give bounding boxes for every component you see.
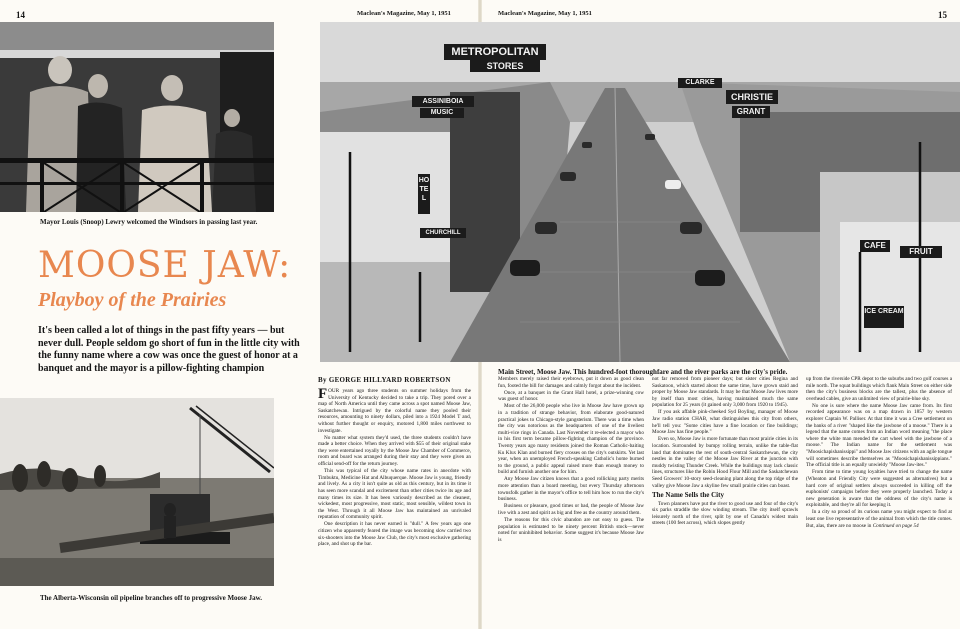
ice-cream-sign: ICE CREAM [864, 306, 904, 328]
clarke-sign: CLARKE [678, 78, 722, 88]
mayor-windsors-photo-drawing [0, 22, 274, 212]
article-column-3 [652, 376, 798, 624]
pipeline-photo [0, 398, 274, 586]
article-column-4 [806, 376, 952, 624]
right-running-header: Maclean's Magazine, May 1, 1951 [498, 10, 592, 17]
section-subhead: The Name Sells the City [652, 491, 724, 500]
column-2-paragraph: Once, at a banquet in the Grant Hall hotel, a prize-winning cow was guest of honor. [498, 389, 644, 403]
article-byline: By GEORGE HILLYARD ROBERTSON [318, 376, 451, 384]
column-3-paragraph: Even so, Moose Jaw is more fortunate than most prairie cities in its location. Surrounded by bumpy rolling terrain, unlike the table-flat land that dominates the rest of south-central Saskatchewan, the city nestles in the valley of the Moose Jaw River at the junction with muddy twisting Thunder Creek. While the buildings may lack classic lines, structures like the Robin Hood Flour Mill and the Saskatchewan Seed Growers' 10-story seed-cleaning plant along the top ridge of the valley give Moose Jaw a skyline few small prairie cities can boast. [652, 436, 798, 489]
article-column-1 [318, 388, 471, 624]
fruit-sign: FRUIT [900, 246, 942, 258]
column-3-paragraph: not far removed from pioneer days; but sister cities Regina and Saskatoon, which started about the same time, have grown staid and proper by Moose Jaw standards. It may be that Moose Jaw lives more by itself than most cities, having maintained much the same population for 25 years (it gained only 3,000 from 1920 to 1945). [652, 376, 798, 409]
column-1-lead-text: OUR years ago three students on summer holidays from the University of Kentucky decided to take a trip. They pored over a map of North America until they came across a spot named Moose Jaw, Saskatchewan. Intrigued by the colorful name they pooled their resources, amounting to ninety dollars, piled into a 1924 Model T and, without further thought or enquiry, motored 1,800 miles northwest to investigate. [318, 388, 471, 434]
column-2-paragraph: Business or pleasure, good times or bad, the people of Moose Jaw live with a zest and spirit as big and free as the country around them. [498, 503, 644, 516]
column-4-final-text: In a city so proud of its curious name you might expect to find at least one live representative of the animal from which the title comes. But, alas, there are no moose in [806, 509, 952, 529]
mayor-windsors-photo [0, 22, 274, 212]
column-1-paragraph: One description it has never earned is "dull." A few years ago one citizen who apparently feared the image was becoming slow carried two six-shooters into the Moose Jaw Club, the city's most exclusive gathering place, and shot up the bar. [318, 521, 471, 548]
main-street-photo [320, 22, 960, 362]
assiniboia-sign: ASSINIBOIA [412, 96, 474, 107]
article-subtitle: Playboy of the Prairies [38, 289, 227, 311]
column-4-paragraph [806, 509, 952, 529]
continued-link[interactable]: Continued on page 54 [872, 522, 919, 529]
column-4-paragraph: up from the riverside CPR depot to the suburbs and two golf courses a mile north. The squat buildings which flank Main Street on either side then the city's business blocks are the tallest, plus the absence of overhead cables, give an unlimited view of prairie-blue sky. [806, 376, 952, 402]
column-1-paragraph: No matter what system they'd used, the three students couldn't have made a better choice. When they arrived with $55 of their original stake they were entertained royally by the Moose Jaw Chamber of Commerce, room and board was arranged during their stay and they were given an official send-off for the return journey. [318, 434, 471, 468]
column-3-paragraph: Town planners have put the river to good use and four of the city's six parks straddle the slow winding stream. The city itself sprawls leisurely north of the river, split by one of Canada's widest main streets (100 feet across), which slopes gently [652, 500, 798, 527]
article-title: MOOSE JAW: [38, 245, 292, 286]
pipeline-photo-drawing [0, 398, 274, 586]
christie-sign: CHRISTIE [726, 90, 778, 104]
grant-sign: GRANT [732, 106, 770, 118]
cafe-sign: CAFE [860, 240, 890, 252]
article-column-2 [498, 376, 644, 624]
music-sign: MUSIC [420, 108, 464, 118]
left-page-number: 14 [16, 10, 25, 20]
stores-sign: STORES [470, 60, 540, 72]
column-4-paragraph: No one is sure where the name Moose Jaw came from. Its first recorded appearance was on a map drawn in 1857 by western explorer Captain W. Palliser. At that time it was a Cree settlement on the banks of a river "shaped like the jawbone of a moose." There is a legend that the name comes from an Indian word meaning "the place where the white man mended the cart wheel with the jawbone of a moose." The Indian name for the settlement was "Moosichapishanissippi" and Moose Jaw citizens with an agile tongue will sometimes describe themselves as "Moosichapishanissippians." The official title is an equally unwieldy "Moose Jaw-ites." [806, 402, 952, 469]
main-street-photo-caption: Main Street, Moose Jaw. This hundred-foot thoroughfare and the river parks are the city's pride. [498, 368, 788, 376]
metropolitan-sign: METROPOLITAN [444, 44, 546, 60]
column-2-paragraph: Any Moose Jaw citizen knows that a good rollicking party merits more attention than a board meeting, but every Thursday afternoon townsfolk gather in the mayor's office to tell him how to run the city's business. [498, 476, 644, 503]
left-running-header: Maclean's Magazine, May 1, 1951 [357, 10, 451, 17]
column-1-paragraph [318, 388, 471, 434]
column-2-paragraph: Most of the 26,000 people who live in Moose Jaw have grown up in a tradition of strange behavior, from elaborate good-natured practical jokes to Chicago-style gangsterism. There was a time when the city was notorious as the headquarters of one of the liveliest multi-vice rings in Canada. Last November it re-elected a mayor who in his first term became pillow-fighting champion of the province. Twenty years ago many residents joined the Roman Catholic-baiting Ku Klux Klan and burned fiery crosses on the city's outskirts. Yet last year, when an unemployed French-speaking Catholic's home burned to the ground, a public appeal raised more than enough money to build and furnish another one for him. [498, 403, 644, 476]
column-1-paragraph: This was typical of the city whose name rates in anecdote with Timbuktu, Medicine Hat and Albuquerque. Moose Jaw is young, friendly and lively. As a city it isn't quite as old as this century, but in its time it has seen more scandal and excitement than other cities twice its age and many times its size. It has been variously described as the cleanest, wickedest, most progressive, most static, most sensible, wildest town in the West. Through it all Moose Jaw has maintained an unrivaled reputation of community spirit. [318, 468, 471, 521]
hotel-sign: HOTEL [418, 174, 430, 214]
column-2-paragraph: Members merely raised their eyebrows, put it down as good clean fun, footed the bill for damages and calmly forgot about the incident. [498, 376, 644, 389]
article-deck: It's been called a lot of things in the past fifty years — but never dull. People seldom go short of fun in the little city with the funny name where a cow was once the guest of honor at a banquet and the mayor is a pillow-fighting champion [38, 325, 300, 374]
column-2-paragraph: The reasons for this civic abandon are not easy to guess. The population is estimated to be ninety percent British stock—never noted for uninhibited behavior. Some suggest it's because Moose Jaw is [498, 516, 644, 543]
mayor-photo-caption: Mayor Louis (Snoop) Lewry welcomed the Windsors in passing last year. [40, 218, 258, 226]
churchill-sign: CHURCHILL [420, 228, 466, 238]
right-page-number: 15 [938, 10, 947, 20]
drop-cap: F [318, 388, 328, 402]
column-4-paragraph: From time to time young loyalties have tried to change the name (Wheaton and Friendly City were suggested as alternatives) but a hard core of original settlers always succeeded in killing off the euphonists' campaigns before they were properly launched. Today a new generation is aware that the oddness of the city's name is exploitable, and they're all for keeping it. [806, 469, 952, 509]
column-3-paragraph: If you ask affable pink-cheeked Syd Boyling, manager of Moose Jaw radio station CHAB, what distinguishes this city from others, he'll tell you: "Some cities have a fine location or fine buildings; Moose Jaw has fine people." [652, 409, 798, 436]
pipeline-photo-caption: The Alberta-Wisconsin oil pipeline branches off to progressive Moose Jaw. [40, 594, 263, 602]
